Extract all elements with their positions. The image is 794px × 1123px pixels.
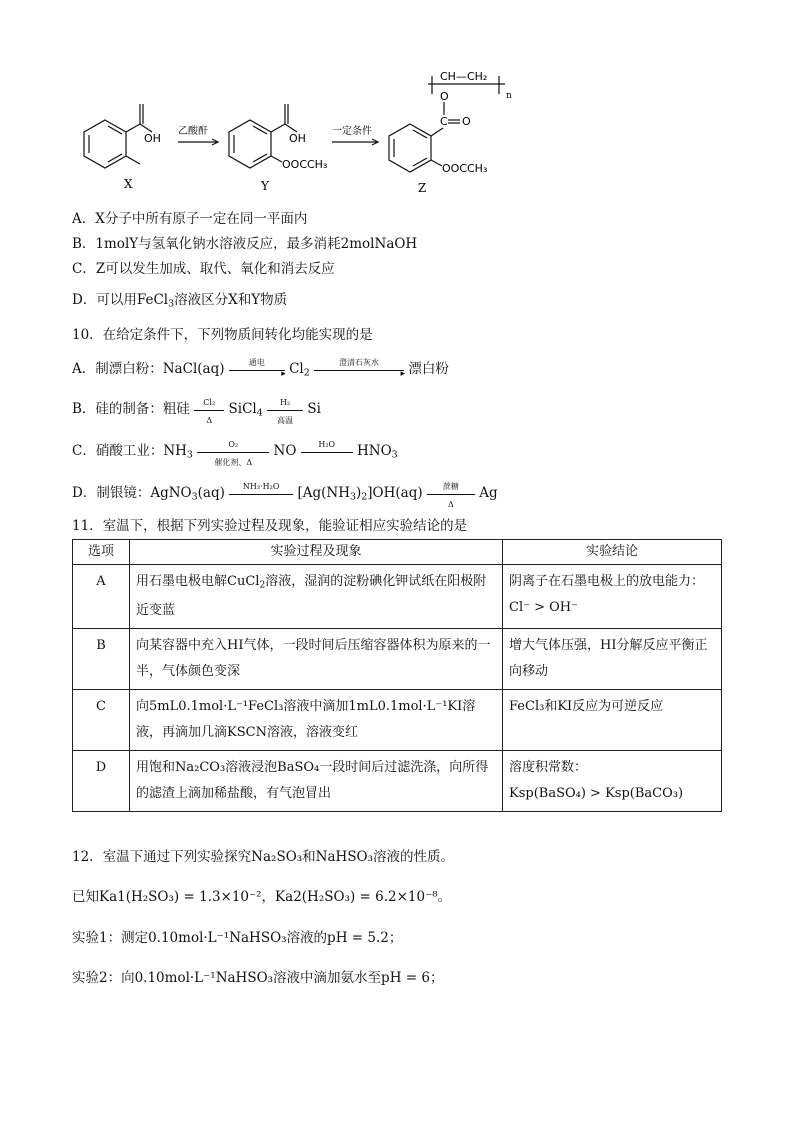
q12-exp1: 实验1：测定0.10mol·L⁻¹NaHSO₃溶液的pH = 5.2；	[72, 930, 403, 946]
q10-option-b: B．硅的制备：粗硅 $\frac{\text{Cl₂}}{\Delta}$ SiCl$_4$ H₂ 高温 Si	[72, 397, 321, 425]
polymer-unit: CH—CH₂	[440, 70, 488, 83]
z-ooc: OOCCH₃	[442, 162, 488, 175]
header-process: 实验过程及现象	[130, 540, 503, 565]
q9-option-c: C．Z可以发生加成、取代、氧化和消去反应	[72, 261, 335, 277]
benzene-ring-x	[84, 120, 126, 168]
label-z: Z	[418, 181, 427, 195]
q10-option-c: C．硝酸工业：$NH_3$ O₂ 催化剂、Δ NO H₂O $HNO_3$	[72, 439, 398, 467]
q10-option-d: D．制银镜：AgNO$_3$(aq) NH₃·H₂O $[Ag(NH_3)_2]OH(aq)$ 蔗糖 Δ Ag	[72, 481, 498, 509]
row-process: 用饱和Na₂CO₃溶液浸泡BaSO₄一段时间后过滤洗涤，向所得的滤渣上滴加稀盐酸，有气泡冒出	[130, 751, 503, 812]
y-oh: OH	[289, 132, 306, 145]
q12-exp2: 实验2：向0.10mol·L⁻¹NaHSO₃溶液中滴加氨水至pH = 6；	[72, 970, 444, 986]
benzene-ring-z	[389, 124, 431, 172]
q9-option-a: A．X分子中所有原子一定在同一平面内	[72, 211, 308, 227]
label-x: X	[124, 177, 133, 191]
z-o-link: O	[440, 90, 449, 103]
q11-table	[72, 539, 722, 812]
row-process: 向5mL0.1mol·L⁻¹FeCl₃溶液中滴加1mL0.1mol·L⁻¹KI溶液，再滴加几滴KSCN溶液，溶液变红	[130, 690, 503, 751]
z-o-double: O	[462, 115, 471, 128]
q10-option-a: A．制漂白粉：NaCl(aq) 通电 ▸ $Cl_2$ 澄清石灰水 ▸ 漂白粉	[72, 357, 449, 379]
row-process: 向某容器中充入HI气体，一段时间后压缩容器体积为原来的一半，气体颜色变深	[130, 629, 503, 690]
row-option: D	[73, 751, 130, 812]
row-conclusion: 增大气体压强，HI分解反应平衡正向移动	[503, 629, 722, 690]
row-conclusion: FeCl₃和KI反应为可逆反应	[503, 690, 722, 751]
polymer-n: n	[506, 91, 512, 101]
row-process: 用石墨电极电解CuCl$_2$溶液，湿润的淀粉碘化钾试纸在阳极附近变蓝	[130, 565, 503, 629]
label-y: Y	[261, 179, 269, 193]
z-c: C	[440, 115, 448, 128]
arrow2-label: 一定条件	[332, 126, 372, 137]
benzene-ring-y	[229, 120, 271, 168]
q9-option-b: B．1molY与氢氧化钠水溶液反应，最多消耗2molNaOH	[72, 236, 418, 252]
row-option: A	[73, 565, 130, 629]
row-conclusion: 溶度积常数： Ksp(BaSO₄) > Ksp(BaCO₃)	[503, 751, 722, 812]
q12-known: 已知Ka1(H₂SO₃) = 1.3×10⁻²，Ka2(H₂SO₃) = 6.2×10⁻⁸。	[72, 889, 452, 905]
q11-stem: 11．室温下，根据下列实验过程及现象，能验证相应实验结论的是	[72, 518, 468, 534]
reaction-scheme	[60, 60, 580, 200]
header-option: 选项	[73, 540, 130, 565]
q9-option-d: D．可以用FeCl$_3$溶液区分X和Y物质	[72, 292, 288, 310]
x-oh: OH	[144, 132, 161, 145]
arrow1-label: 乙酸酐	[178, 126, 208, 137]
table-row	[73, 690, 722, 751]
table-header-row	[73, 540, 722, 565]
q10-stem: 10．在给定条件下，下列物质间转化均能实现的是	[72, 327, 373, 343]
y-ooc: OOCCH₃	[282, 158, 328, 171]
row-conclusion: 阴离子在石墨电极上的放电能力： Cl⁻ > OH⁻	[503, 565, 722, 629]
row-option: C	[73, 690, 130, 751]
row-option: B	[73, 629, 130, 690]
table-row	[73, 565, 722, 629]
header-conclusion: 实验结论	[503, 540, 722, 565]
q12-stem: 12．室温下通过下列实验探究Na₂SO₃和NaHSO₃溶液的性质。	[72, 849, 455, 865]
table-row	[73, 629, 722, 690]
table-row	[73, 751, 722, 812]
